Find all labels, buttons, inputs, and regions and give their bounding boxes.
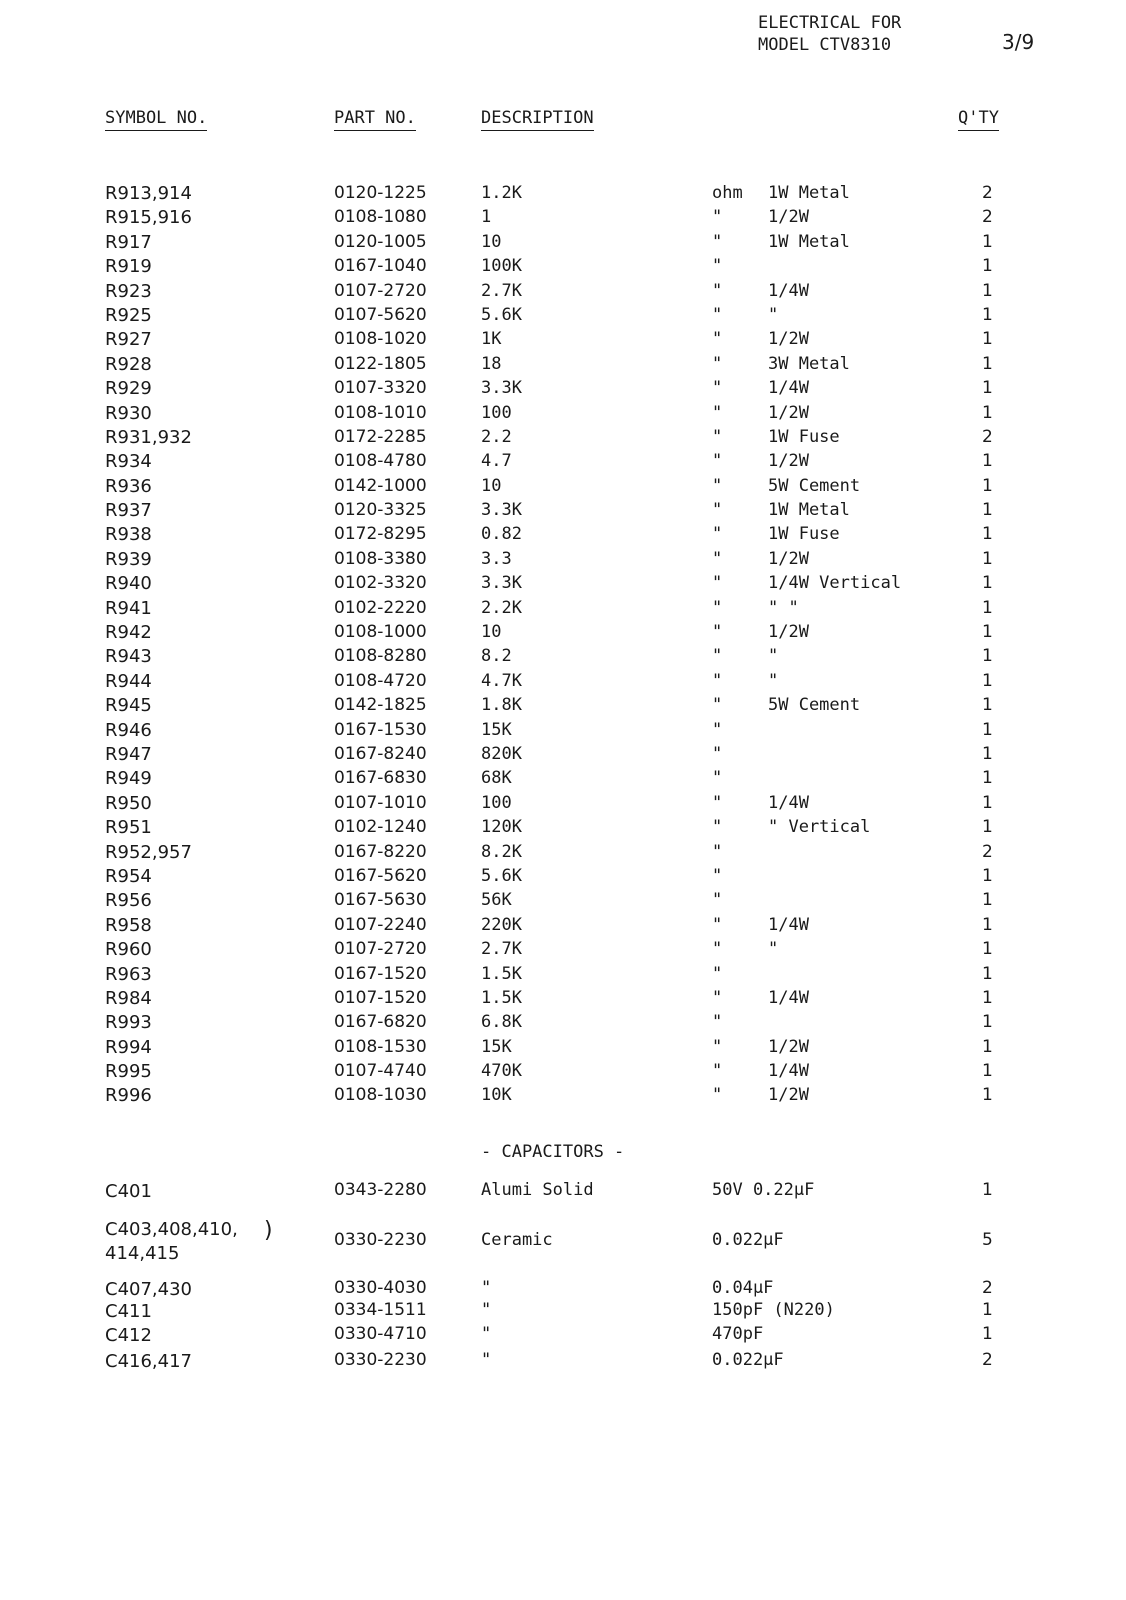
part-number-cell: 0334-1511: [334, 1300, 427, 1320]
unit-cell: ohm: [712, 183, 743, 203]
description-cell: ": [481, 1350, 492, 1370]
unit-cell: ": [712, 792, 723, 813]
value-cell: 150pF (N220): [712, 1300, 835, 1320]
document-header: [758, 12, 901, 56]
symbol-cell: C411: [105, 1301, 152, 1322]
spec-cell: 1/4W: [768, 378, 809, 399]
unit-cell: ": [712, 597, 723, 618]
qty-cell: 1: [982, 524, 993, 545]
value-cell: 1: [481, 207, 492, 228]
page-number: 3/9: [1002, 30, 1035, 54]
symbol-cell: R942: [105, 622, 152, 644]
symbol-cell: R940: [105, 573, 152, 595]
part-number-cell: 0167-8240: [334, 743, 427, 764]
qty-cell: 2: [982, 1278, 993, 1298]
table-row: [0, 256, 1126, 280]
table-row: [0, 671, 1126, 695]
unit-cell: ": [712, 963, 723, 984]
value-cell: 3.3K: [481, 378, 522, 399]
qty-cell: 2: [982, 426, 993, 447]
description-cell: ": [481, 1324, 492, 1344]
unit-cell: ": [712, 817, 723, 838]
value-cell: 0.022μF: [712, 1230, 784, 1250]
value-cell: 100: [481, 792, 512, 813]
value-cell: 1.5K: [481, 987, 522, 1008]
table-row: [0, 305, 1126, 329]
table-row: [0, 964, 1126, 988]
spec-cell: 1/2W: [768, 207, 809, 228]
qty-cell: 1: [982, 304, 993, 325]
qty-cell: 1: [982, 768, 993, 789]
part-number-cell: 0330-4710: [334, 1324, 427, 1344]
value-cell: 2.7K: [481, 939, 522, 960]
qty-cell: 1: [982, 963, 993, 984]
description-cell: Alumi Solid: [481, 1180, 594, 1200]
spec-cell: " ": [768, 597, 799, 618]
unit-cell: ": [712, 378, 723, 399]
qty-cell: 1: [982, 451, 993, 472]
value-cell: 15K: [481, 1036, 512, 1057]
unit-cell: ": [712, 207, 723, 228]
table-row: [0, 1037, 1126, 1061]
qty-cell: 1: [982, 1012, 993, 1033]
part-number-cell: 0107-2720: [334, 280, 427, 301]
spec-cell: 1/4W: [768, 987, 809, 1008]
unit-cell: ": [712, 280, 723, 301]
unit-cell: ": [712, 329, 723, 350]
symbol-cell: R929: [105, 378, 152, 400]
table-row: [0, 768, 1126, 792]
symbol-cell: R993: [105, 1012, 152, 1034]
table-row: [0, 183, 1126, 207]
qty-cell: 1: [982, 256, 993, 277]
qty-cell: 1: [982, 695, 993, 716]
symbol-cell: R925: [105, 304, 152, 326]
table-row: [0, 403, 1126, 427]
section-title-capacitors: - CAPACITORS -: [481, 1142, 625, 1162]
table-row: [0, 329, 1126, 353]
symbol-cell: R996: [105, 1085, 152, 1107]
part-number-cell: 0107-2720: [334, 939, 427, 960]
qty-cell: 1: [982, 1036, 993, 1057]
part-number-cell: 0107-4740: [334, 1061, 427, 1082]
column-header-qty: Q'TY: [958, 108, 999, 131]
symbol-cell: R994: [105, 1036, 152, 1058]
qty-cell: 1: [982, 1180, 993, 1200]
part-number-cell: 0172-8295: [334, 524, 427, 545]
spec-cell: 1/4W: [768, 792, 809, 813]
unit-cell: ": [712, 426, 723, 447]
unit-cell: ": [712, 646, 723, 667]
table-row: [0, 281, 1126, 305]
symbol-cell: R938: [105, 524, 152, 546]
table-row: [0, 451, 1126, 475]
resistor-table: [0, 183, 1126, 1110]
table-row: [0, 476, 1126, 500]
table-row: [0, 354, 1126, 378]
qty-cell: 1: [982, 231, 993, 252]
value-cell: 8.2K: [481, 841, 522, 862]
unit-cell: ": [712, 500, 723, 521]
qty-cell: 1: [982, 719, 993, 740]
value-cell: 1.8K: [481, 695, 522, 716]
spec-cell: 5W Cement: [768, 475, 861, 496]
table-row: [0, 793, 1126, 817]
value-cell: 470K: [481, 1061, 522, 1082]
spec-cell: 3W Metal: [768, 353, 850, 374]
spec-cell: " Vertical: [768, 817, 871, 838]
table-row: [0, 720, 1126, 744]
value-cell: 5.6K: [481, 304, 522, 325]
part-number-cell: 0167-5630: [334, 890, 427, 911]
part-number-cell: 0172-2285: [334, 426, 427, 447]
qty-cell: 1: [982, 792, 993, 813]
unit-cell: ": [712, 231, 723, 252]
unit-cell: ": [712, 743, 723, 764]
symbol-cell: R944: [105, 670, 152, 692]
symbol-cell: C407,430: [105, 1279, 193, 1300]
qty-cell: 1: [982, 329, 993, 350]
qty-cell: 1: [982, 1061, 993, 1082]
qty-cell: 1: [982, 817, 993, 838]
value-cell: 3.3: [481, 548, 512, 569]
spec-cell: 1/2W: [768, 329, 809, 350]
part-number-cell: 0167-6830: [334, 768, 427, 789]
description-cell: ": [481, 1300, 492, 1320]
unit-cell: ": [712, 695, 723, 716]
table-row: [0, 549, 1126, 573]
part-number-cell: 0102-1240: [334, 817, 427, 838]
value-cell: 5.6K: [481, 865, 522, 886]
table-row: [0, 1061, 1126, 1085]
symbol-cell: R928: [105, 353, 152, 375]
symbol-cell: R984: [105, 987, 152, 1009]
part-number-cell: 0102-3320: [334, 573, 427, 594]
unit-cell: ": [712, 304, 723, 325]
spec-cell: 1/2W: [768, 548, 809, 569]
spec-cell: 1W Metal: [768, 231, 850, 252]
part-number-cell: 0108-1080: [334, 207, 427, 228]
table-row: [0, 939, 1126, 963]
symbol-cell: R960: [105, 939, 152, 961]
value-cell: 8.2: [481, 646, 512, 667]
value-cell: 4.7K: [481, 670, 522, 691]
qty-cell: 1: [982, 865, 993, 886]
unit-cell: ": [712, 914, 723, 935]
part-number-cell: 0108-3380: [334, 548, 427, 569]
value-cell: 2.7K: [481, 280, 522, 301]
value-cell: 18: [481, 353, 502, 374]
unit-cell: ": [712, 1061, 723, 1082]
qty-cell: 1: [982, 500, 993, 521]
qty-cell: 1: [982, 670, 993, 691]
qty-cell: 1: [982, 622, 993, 643]
value-cell: 1.2K: [481, 183, 522, 203]
symbol-cell: R995: [105, 1061, 152, 1083]
unit-cell: ": [712, 573, 723, 594]
spec-cell: 1W Metal: [768, 183, 850, 203]
symbol-cell: R943: [105, 646, 152, 668]
qty-cell: 1: [982, 914, 993, 935]
symbol-cell: R937: [105, 500, 152, 522]
spec-cell: 1/2W: [768, 451, 809, 472]
unit-cell: ": [712, 475, 723, 496]
spec-cell: ": [768, 646, 779, 667]
symbol-cell: R936: [105, 475, 152, 497]
qty-cell: 1: [982, 646, 993, 667]
description-cell: Ceramic: [481, 1230, 553, 1250]
symbol-cell: R917: [105, 231, 152, 253]
symbol-cell: R930: [105, 402, 152, 424]
part-number-cell: 0102-2220: [334, 597, 427, 618]
value-cell: 820K: [481, 743, 522, 764]
unit-cell: ": [712, 670, 723, 691]
spec-cell: 1/2W: [768, 622, 809, 643]
part-number-cell: 0142-1000: [334, 475, 427, 496]
symbol-cell: C412: [105, 1325, 152, 1346]
value-cell: 0.04μF: [712, 1278, 774, 1298]
spec-cell: ": [768, 304, 779, 325]
qty-cell: 1: [982, 1324, 993, 1344]
table-row: [0, 988, 1126, 1012]
table-row: [0, 915, 1126, 939]
unit-cell: ": [712, 622, 723, 643]
value-cell: 6.8K: [481, 1012, 522, 1033]
column-header-symbol: SYMBOL NO.: [105, 108, 207, 131]
spec-cell: 1/2W: [768, 402, 809, 423]
qty-cell: 1: [982, 378, 993, 399]
table-row: [0, 573, 1126, 597]
value-cell: 10: [481, 475, 502, 496]
column-header-description: DESCRIPTION: [481, 108, 594, 131]
symbol-cell: R934: [105, 451, 152, 473]
spec-cell: 1W Fuse: [768, 524, 840, 545]
part-number-cell: 0167-6820: [334, 1012, 427, 1033]
value-cell: 2.2: [481, 426, 512, 447]
value-cell: 10: [481, 622, 502, 643]
symbol-cell: R919: [105, 256, 152, 278]
table-row: [0, 1085, 1126, 1109]
table-row: [0, 598, 1126, 622]
header-model: MODEL CTV8310: [758, 35, 892, 55]
symbol-cell: R946: [105, 719, 152, 741]
header-title: ELECTRICAL FOR: [758, 13, 902, 33]
part-number-cell: 0330-2230: [334, 1230, 427, 1250]
part-number-cell: 0167-1040: [334, 256, 427, 277]
spec-cell: 1/2W: [768, 1085, 809, 1106]
table-row: [0, 817, 1126, 841]
qty-cell: 1: [982, 280, 993, 301]
symbol-cell: R931,932: [105, 426, 192, 448]
unit-cell: ": [712, 353, 723, 374]
spec-cell: 1/4W: [768, 914, 809, 935]
value-cell: 50V 0.22μF: [712, 1180, 815, 1200]
symbol-cell: R923: [105, 280, 152, 302]
part-number-cell: 0167-1530: [334, 719, 427, 740]
brace-mark: ): [262, 1218, 276, 1243]
table-row: [0, 622, 1126, 646]
unit-cell: ": [712, 865, 723, 886]
part-number-cell: 0142-1825: [334, 695, 427, 716]
table-row: [0, 500, 1126, 524]
part-number-cell: 0330-4030: [334, 1278, 427, 1298]
table-row: [0, 646, 1126, 670]
value-cell: 10K: [481, 1085, 512, 1106]
qty-cell: 2: [982, 841, 993, 862]
symbol-cell: R958: [105, 914, 152, 936]
value-cell: 4.7: [481, 451, 512, 472]
part-number-cell: 0108-1530: [334, 1036, 427, 1057]
symbol-cell: R956: [105, 890, 152, 912]
part-number-cell: 0107-2240: [334, 914, 427, 935]
part-number-cell: 0330-2230: [334, 1350, 427, 1370]
qty-cell: 1: [982, 353, 993, 374]
symbol-cell: R939: [105, 548, 152, 570]
value-cell: 2.2K: [481, 597, 522, 618]
column-header-part: PART NO.: [334, 108, 416, 131]
qty-cell: 1: [982, 987, 993, 1008]
unit-cell: ": [712, 719, 723, 740]
qty-cell: 2: [982, 207, 993, 228]
qty-cell: 1: [982, 1300, 993, 1320]
value-cell: 0.82: [481, 524, 522, 545]
symbol-cell: R915,916: [105, 207, 192, 229]
table-row: [0, 744, 1126, 768]
part-number-cell: 0122-1805: [334, 353, 427, 374]
part-number-cell: 0108-1020: [334, 329, 427, 350]
symbol-cell: R927: [105, 329, 152, 351]
spec-cell: 1W Fuse: [768, 426, 840, 447]
value-cell: 1.5K: [481, 963, 522, 984]
part-number-cell: 0120-3325: [334, 500, 427, 521]
part-number-cell: 0167-8220: [334, 841, 427, 862]
unit-cell: ": [712, 1085, 723, 1106]
qty-cell: 1: [982, 1085, 993, 1106]
spec-cell: ": [768, 670, 779, 691]
qty-cell: 1: [982, 743, 993, 764]
table-row: [0, 378, 1126, 402]
qty-cell: 1: [982, 890, 993, 911]
qty-cell: 5: [982, 1230, 993, 1250]
value-cell: 120K: [481, 817, 522, 838]
unit-cell: ": [712, 1012, 723, 1033]
qty-cell: 2: [982, 183, 993, 203]
unit-cell: ": [712, 256, 723, 277]
part-number-cell: 0108-1030: [334, 1085, 427, 1106]
value-cell: 1K: [481, 329, 502, 350]
symbol-cell: R913,914: [105, 183, 192, 204]
symbol-cell: R951: [105, 817, 152, 839]
table-row: [0, 695, 1126, 719]
symbol-cell: R949: [105, 768, 152, 790]
value-cell: 100K: [481, 256, 522, 277]
unit-cell: ": [712, 548, 723, 569]
symbol-cell: R954: [105, 865, 152, 887]
unit-cell: ": [712, 939, 723, 960]
value-cell: 10: [481, 231, 502, 252]
value-cell: 100: [481, 402, 512, 423]
part-number-cell: 0167-1520: [334, 963, 427, 984]
table-row: [0, 842, 1126, 866]
qty-cell: 1: [982, 402, 993, 423]
part-number-cell: 0107-1520: [334, 987, 427, 1008]
description-cell: ": [481, 1278, 492, 1298]
symbol-cell: R963: [105, 963, 152, 985]
spec-cell: 1W Metal: [768, 500, 850, 521]
table-row: [0, 207, 1126, 231]
spec-cell: 1/4W: [768, 280, 809, 301]
symbol-cell: R952,957: [105, 841, 192, 863]
part-number-cell: 0120-1005: [334, 231, 427, 252]
qty-cell: 1: [982, 475, 993, 496]
unit-cell: ": [712, 841, 723, 862]
table-row: [0, 866, 1126, 890]
spec-cell: ": [768, 939, 779, 960]
symbol-cell: C401: [105, 1181, 152, 1202]
qty-cell: 1: [982, 597, 993, 618]
table-row: [0, 524, 1126, 548]
symbol-cell: C403,408,410, 414,415: [105, 1219, 238, 1264]
value-cell: 3.3K: [481, 500, 522, 521]
part-number-cell: 0343-2280: [334, 1180, 427, 1200]
symbol-cell: R950: [105, 792, 152, 814]
part-number-cell: 0107-5620: [334, 304, 427, 325]
spec-cell: 1/2W: [768, 1036, 809, 1057]
spec-cell: 1/4W: [768, 1061, 809, 1082]
value-cell: 470pF: [712, 1324, 764, 1344]
part-number-cell: 0167-5620: [334, 865, 427, 886]
qty-cell: 1: [982, 573, 993, 594]
symbol-cell: C416,417: [105, 1351, 193, 1372]
symbol-cell: R945: [105, 695, 152, 717]
value-cell: 0.022μF: [712, 1350, 784, 1370]
part-number-cell: 0120-1225: [334, 183, 427, 203]
part-number-cell: 0108-4780: [334, 451, 427, 472]
qty-cell: 2: [982, 1350, 993, 1370]
symbol-cell: R947: [105, 743, 152, 765]
unit-cell: ": [712, 451, 723, 472]
value-cell: 56K: [481, 890, 512, 911]
part-number-cell: 0108-1000: [334, 622, 427, 643]
table-row: [0, 890, 1126, 914]
table-row: [0, 427, 1126, 451]
part-number-cell: 0108-1010: [334, 402, 427, 423]
unit-cell: ": [712, 524, 723, 545]
table-row: [0, 1012, 1126, 1036]
unit-cell: ": [712, 987, 723, 1008]
table-row: [0, 232, 1126, 256]
unit-cell: ": [712, 1036, 723, 1057]
qty-cell: 1: [982, 548, 993, 569]
part-number-cell: 0107-1010: [334, 792, 427, 813]
spec-cell: 5W Cement: [768, 695, 861, 716]
value-cell: 68K: [481, 768, 512, 789]
part-number-cell: 0108-4720: [334, 670, 427, 691]
qty-cell: 1: [982, 939, 993, 960]
value-cell: 220K: [481, 914, 522, 935]
value-cell: 3.3K: [481, 573, 522, 594]
unit-cell: ": [712, 890, 723, 911]
part-number-cell: 0107-3320: [334, 378, 427, 399]
unit-cell: ": [712, 768, 723, 789]
unit-cell: ": [712, 402, 723, 423]
part-number-cell: 0108-8280: [334, 646, 427, 667]
symbol-cell: R941: [105, 597, 152, 619]
value-cell: 15K: [481, 719, 512, 740]
spec-cell: 1/4W Vertical: [768, 573, 902, 594]
